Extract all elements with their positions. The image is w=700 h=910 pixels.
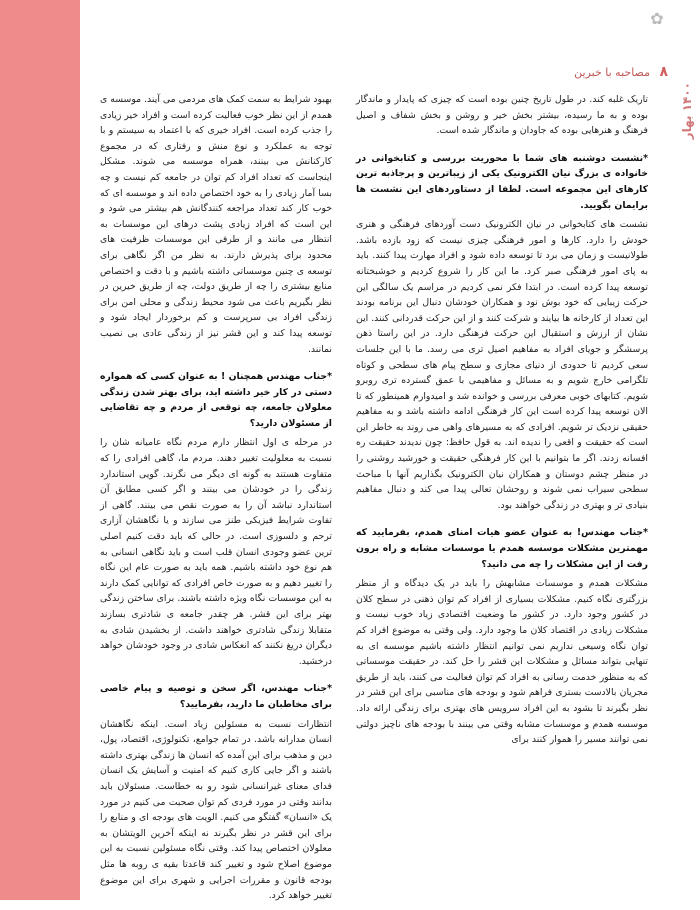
paragraph: در مرحله ی اول انتظار دارم مردم نگاه عامیانه شان را نسبت به معلولیت تغییر دهند. مردم ما، گاهی افرادی را که متفاوت هستند به گونه ای دیگر می نگرند. گویی استاندارد زندگی را در خودشان می بینند و اگر کسی مطابق آن استاندارد نباشد آن را به صورت نقص می بینند. گاهی از تفاوت شرایط فیزیکی طنز می سازند و یا نگاهشان آزاری ترحم و دلسوزی است. در حالی که باید دقت کنیم اصلی ترین عضو وجودی انسان قلب است و باید نگاهی انسانی به هم نوع خود داشته باشیم. همه باید به صورت عام این نگاه را تغییر دهیم و به صورت خاص افرادی که توانایی کمک دارند به این موسسات نگاه ویژه داشته باشند. برای ساختن زندگی بهتر برای این قشر. هر چقدر جامعه ی شادتری بسازند متقابلا زندگی شادتری خواهند داشت. از بخشیدن شادی به دیگران دریغ نکنند که انعکاس شادی در وجود خودشان خواهد درخشید. [100, 437, 332, 667]
interview-question: *جناب مهندس! به عنوان عضو هیات امنای همدم، بفرمایید که مهمترین مشکلات موسسه همدم یا موسسات مشابه و راه برون رفت از این مشکلات را چه می دانید؟ [356, 527, 648, 570]
interview-question: *جناب مهندس، اگر سخن و توصیه و پیام خاصی برای مخاطبان ما دارید، بفرمایید؟ [100, 683, 332, 710]
page-number: ۸ [659, 64, 668, 80]
page-header [380, 64, 668, 84]
paragraph: بهبود شرایط به سمت کمک های مردمی می آیند. موسسه ی همدم از این نظر خوب فعالیت کرده است و افراد خیر زیادی را جذب کرده است. افراد خیری که با اعتماد به سیستم و با توجه به عملکرد و نوع منش و رفتاری که در مجموع کارکنانش می بینند، همراه موسسه می شوند. مشکل اینجاست که تعداد افراد کم توان در جامعه کم نیست و چه بسا آمار زیادی را به خود اختصاص داده اند و موسسه ای که خوب کار کند تعداد مراجعه کنندگانش هم بیشتر می شود و این است که افراد زیادی پشت درهای این موسسات به انتظار می مانند و از طرفی این موسسات ظرفیت های محدود برای پذیرش دارند. به نظر من اگر نگاهی برای توسعه ی چنین موسساتی داشته باشیم و با دقت و اختصاص منابع بیشتری را چه از طریق دولت، چه از طریق خیرین در نظر بگیریم باعث می شود محیط زندگی و محلی امن برای زندگی افراد بی سرپرست و کم برخوردار ایجاد شود و توسعه پیدا کند و این قشر نیز از زندگی عادی بی نصیب نمانند. [100, 94, 332, 355]
paragraph: تاریک غلبه کند. در طول تاریخ چنین بوده است که چیزی که پایدار و ماندگار بوده و به ما رسیده، بیشتر بخش خیر و روشن و بخش شفاف و اصیل فرهنگ و هنرهایی بوده که جاودان و ماندگار شده است. [356, 94, 648, 137]
paragraph: انتظارات نسبت به مسئولین زیاد است. اینکه نگاهشان انسان مدارانه باشد. در تمام جوامع، تکنولوژی، اقتصاد، پول، دین و مذهب برای این آمده که انسان ها زندگی بهتری داشته باشند و اگر جایی کاری کنیم که امنیت و آسایش یک انسان فدای معنای غیرانسانی شود رو به خطاست. مسئولان باید بدانند وقتی در مورد فردی کم توان صحبت می کنیم در مورد یک «انسان» گفتگو می کنیم. الویت های بودجه ای و منابع را برای این قشر در نظر بگیرند نه اینکه آخرین الویتشان به معلولان اختصاص پیدا کند. وقتی نگاه مسئولین نسبت به این موضوع اصلاح شود و تغییر کند قاعدتا بقیه ی روبه ها مثل بودجه قانون و مقررات اجرایی و شهری برای این موضوع تغییر خواهد کرد. [100, 718, 332, 902]
magazine-logo-icon: ✿ [650, 9, 664, 28]
interview-question: *نشست دوشنبه های شما با محوریت بررسی و کتابخوانی در خانواده ی بزرگ نیان الکترونیک یکی از زیباترین و پرجاذبه ترین کارهای این مجموعه است. لطفا از دستاوردهای این نشست ها برایمان بگویید. [356, 152, 648, 211]
magazine-page [80, 0, 700, 900]
article-column-left [100, 92, 332, 910]
issue-label: ۱۴۰۰ بهار [680, 82, 694, 140]
paragraph: نشست های کتابخوانی در نیان الکترونیک دست آوردهای فرهنگی و هنری خودش را دارد. کارها و امور فرهنگی چیزی نیست که زود بازده باشد. طولانیست و زمان می برد تا توسعه داده شود و افراد مهارت پیدا کنند. باید به پای امور فرهنگی صبر کرد. ما این کار را شروع کردیم و خوشبختانه توسعه پیدا کرده است. در ابتدا فکر نمی کردیم در مراسم یک سالگی این حرکت زیبایی که خود بوش نود و همکاران خودشان دنبال این برنامه بودند این تعداد از کارخانه ها بیایند و شرکت کنند و از این حرکت قدردانی کنند. این نشان از ارزش و استقبال این حرکت فرهنگی دارد. در این راستا ذهن پرسشگر و جویای افراد به مفاهیم اصیل تری می رسد. ما با این جلسات سعی کردیم تا حدودی از دنیای مجازی و سطح پیام های سطحی و کوتاه تلگرامی خارج شویم و به مسائل و مفاهیمی با عمق گسترده تری روبرو شویم. کتابهای خوبی معرفی بررسی و خوانده شد و امیدوارم همینطور که تا الان توسعه پیدا کرده است این کار فرهنگی ادامه داشته باشد و به مفاهیم حقیقی نزدیک تر شویم. افرادی که به مسیرهای واهی می روند به خاطر این است که حقیقت و اقعی را ندیده اند. به قول حافظ: چون ندیدند حقیقت ره افسانه زدند. اگر ما بتوانیم با این کار فرهنگی حقیقت و خورشید روشنی را در منظر چشم دوستان و همکاران نیان الکترونیک بگذاریم آنها با مباحث سطحی سیراب نمی شوند و روحشان تعالی پیدا می کند و دنبال مفاهیم بنیادی تر و بهتری در زندگی خواهند بود. [356, 219, 648, 511]
article-column-right [356, 92, 648, 754]
section-title: مصاحبه با خبرین [574, 66, 650, 79]
paragraph: مشکلات همدم و موسسات مشابهش را باید در یک دیدگاه و از منظر بزرگتری نگاه کنیم. مشکلات بسیاری از افراد کم توان ذهنی در سطح کلان در کشور وجود دارد. در کشور ما وضعیت اقتصادی زیاد خوب نیست و مشکلات زیادی در اقتصاد کلان ما وجود دارد. ولی وقتی به موضوع افراد کم توان نگاه وسیعی نداریم نمی توانیم انتظار داشته باشیم موسسه ای به تنهایی بتواند مسائل و مشکلات این قشر را حل کند. در حقیقت موسساتی که به منظور خدمت رسانی به افراد کم توان فعالیت می کنند، باید از طریق مجریان بالادست بستری فراهم شود و بودجه های مناسبی برای این قشر در نظر بگیرند تا بشود به این افراد سرویس های بهتری برای زندگی ارائه داد. موسسه همدم و موسسات مشابه وقتی می بینند با بودجه های ناچیز دولتی نمی توانند مسیر را هموار کنند برای [356, 578, 648, 746]
interview-question: *جناب مهندس همچنان ! به عنوان کسی که همواره دستی در کار خیر داشته اید، برای بهتر شدن زندگی معلولان جامعه، چه توقعی از مردم و چه تقاضایی از مسئولان دارید؟ [100, 371, 332, 429]
decorative-side-band [0, 0, 80, 900]
